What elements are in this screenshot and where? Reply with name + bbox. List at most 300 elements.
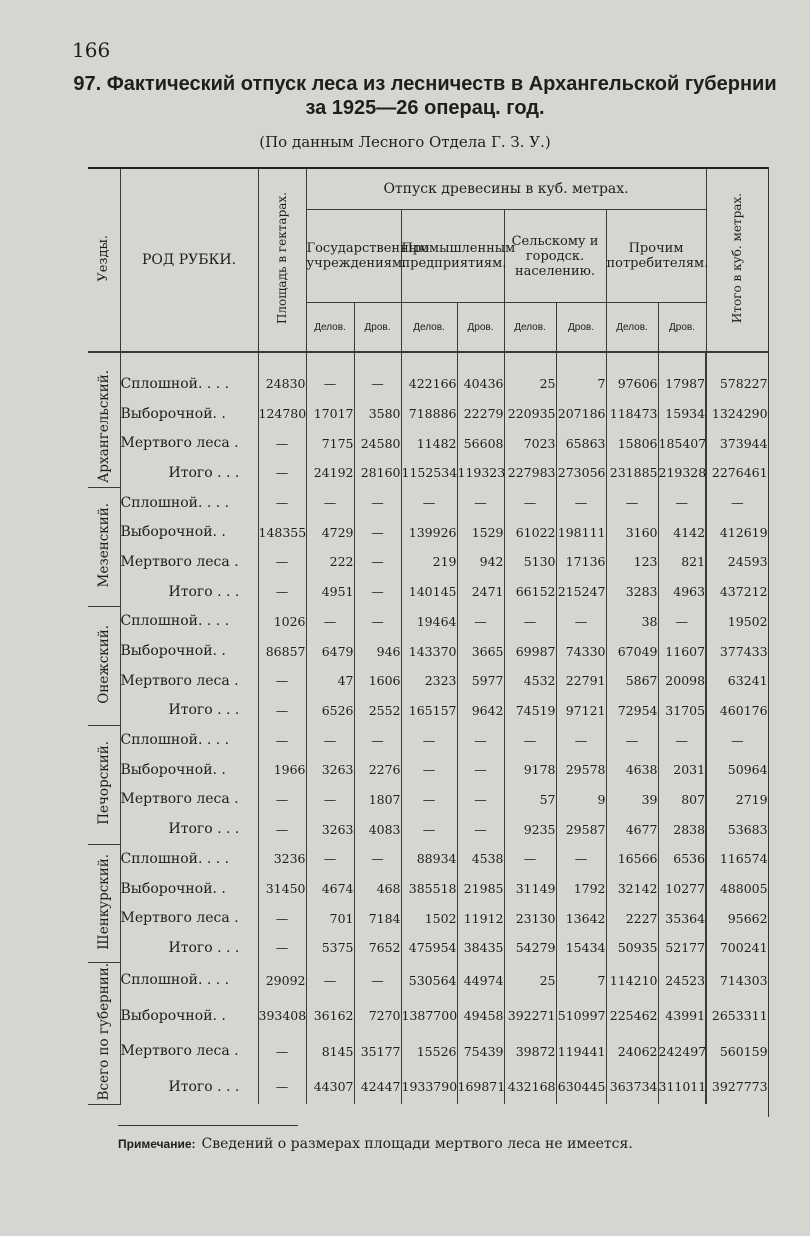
cell-sd: 8145 bbox=[306, 1033, 354, 1068]
cell-pr: 1529 bbox=[457, 517, 504, 547]
cell-pr: 21985 bbox=[457, 874, 504, 904]
cell-rr: — bbox=[556, 488, 606, 518]
felling-type-label: Сплошной. . . . bbox=[120, 607, 258, 637]
cell-total: 3927773 bbox=[706, 1069, 768, 1104]
other-drov-header: Дров. bbox=[658, 303, 706, 353]
industrial-drov-header: Дров. bbox=[457, 303, 504, 353]
table-row bbox=[88, 725, 768, 755]
cell-area: — bbox=[258, 488, 306, 518]
cell-total: 53683 bbox=[706, 814, 768, 844]
county-name: Шенкурский. bbox=[88, 844, 120, 963]
area-header: Площадь в гектарах. bbox=[258, 168, 306, 352]
page-title bbox=[70, 72, 780, 120]
cell-sr: — bbox=[354, 369, 401, 399]
cell-sd: — bbox=[306, 963, 354, 998]
felling-type-header: РОД РУБКИ. bbox=[120, 168, 258, 352]
cell-rr: 97121 bbox=[556, 696, 606, 726]
table-row bbox=[88, 577, 768, 607]
state-header: Государственным учреждениям. bbox=[306, 210, 401, 303]
table-row bbox=[88, 844, 768, 874]
cell-area: — bbox=[258, 1069, 306, 1104]
cell-sr: 7270 bbox=[354, 998, 401, 1033]
cell-or: 43991 bbox=[658, 998, 706, 1033]
table-row bbox=[88, 963, 768, 998]
cell-pd: 1502 bbox=[401, 903, 457, 933]
cell-or: — bbox=[658, 725, 706, 755]
cell-od: 3283 bbox=[606, 577, 658, 607]
cell-rr: 215247 bbox=[556, 577, 606, 607]
table-row bbox=[88, 814, 768, 844]
cell-sd: 17017 bbox=[306, 399, 354, 429]
cell-pd: 19464 bbox=[401, 607, 457, 637]
cell-or: 24523 bbox=[658, 963, 706, 998]
cell-sr: — bbox=[354, 577, 401, 607]
cell-total: 1324290 bbox=[706, 399, 768, 429]
cell-or: 821 bbox=[658, 547, 706, 577]
cell-total: 116574 bbox=[706, 844, 768, 874]
cell-total: 377433 bbox=[706, 636, 768, 666]
forest-release-table bbox=[88, 167, 769, 1105]
table-body bbox=[88, 352, 768, 1104]
total-header: Итого в куб. метрах. bbox=[706, 168, 768, 352]
cell-sr: 24580 bbox=[354, 428, 401, 458]
cell-sd: 36162 bbox=[306, 998, 354, 1033]
cell-pr: 3665 bbox=[457, 636, 504, 666]
table-row bbox=[88, 874, 768, 904]
cell-sd: 3263 bbox=[306, 755, 354, 785]
cell-area: — bbox=[258, 696, 306, 726]
cell-sd: 7175 bbox=[306, 428, 354, 458]
cell-rd: 227983 bbox=[504, 458, 556, 488]
cell-pr: 119323 bbox=[457, 458, 504, 488]
cell-pd: 718886 bbox=[401, 399, 457, 429]
cell-total: 373944 bbox=[706, 428, 768, 458]
cell-sd: — bbox=[306, 725, 354, 755]
cell-rd: — bbox=[504, 725, 556, 755]
footnote-label: Примечание: bbox=[118, 1137, 196, 1151]
cell-total: — bbox=[706, 725, 768, 755]
cell-or: — bbox=[658, 607, 706, 637]
cell-area: 3236 bbox=[258, 844, 306, 874]
cell-pd: 475954 bbox=[401, 933, 457, 963]
cell-or: 10277 bbox=[658, 874, 706, 904]
cell-rd: 74519 bbox=[504, 696, 556, 726]
cell-rd: — bbox=[504, 607, 556, 637]
cell-rr: 65863 bbox=[556, 428, 606, 458]
cell-sd: 4951 bbox=[306, 577, 354, 607]
felling-type-label: Выборочной. . bbox=[120, 998, 258, 1033]
title-line-2: за 1925—26 операц. год. bbox=[305, 97, 545, 119]
felling-type-label: Мертвого леса . bbox=[120, 666, 258, 696]
cell-pr: 56608 bbox=[457, 428, 504, 458]
cell-rr: 198111 bbox=[556, 517, 606, 547]
cell-pd: 140145 bbox=[401, 577, 457, 607]
cell-sd: 4729 bbox=[306, 517, 354, 547]
cell-pr: 75439 bbox=[457, 1033, 504, 1068]
cell-pr: — bbox=[457, 814, 504, 844]
cell-sr: 1807 bbox=[354, 785, 401, 815]
cell-area: — bbox=[258, 903, 306, 933]
cell-area: — bbox=[258, 547, 306, 577]
cell-area: 124780 bbox=[258, 399, 306, 429]
county-header: Уезды. bbox=[88, 168, 120, 352]
cell-od: 225462 bbox=[606, 998, 658, 1033]
cell-sr: — bbox=[354, 607, 401, 637]
cell-rd: 4532 bbox=[504, 666, 556, 696]
cell-rr: 7 bbox=[556, 963, 606, 998]
cell-total: 560159 bbox=[706, 1033, 768, 1068]
county-name: Печорский. bbox=[88, 725, 120, 844]
cell-area: 29092 bbox=[258, 963, 306, 998]
cell-sr: — bbox=[354, 844, 401, 874]
cell-rd: 69987 bbox=[504, 636, 556, 666]
cell-rd: 66152 bbox=[504, 577, 556, 607]
cell-od: — bbox=[606, 488, 658, 518]
cell-pr: 40436 bbox=[457, 369, 504, 399]
table-row bbox=[88, 755, 768, 785]
cell-sd: 47 bbox=[306, 666, 354, 696]
county-name: Архангельский. bbox=[88, 369, 120, 488]
cell-pr: 169871 bbox=[457, 1069, 504, 1104]
cell-rd: 392271 bbox=[504, 998, 556, 1033]
footnote-text: Сведений о размерах площади мертвого леса не имеется. bbox=[201, 1136, 633, 1152]
cell-pd: 143370 bbox=[401, 636, 457, 666]
cell-rd: 25 bbox=[504, 963, 556, 998]
cell-od: 123 bbox=[606, 547, 658, 577]
cell-od: 5867 bbox=[606, 666, 658, 696]
cell-rd: — bbox=[504, 488, 556, 518]
cell-od: 2227 bbox=[606, 903, 658, 933]
cell-sd: — bbox=[306, 844, 354, 874]
cell-sr: 2552 bbox=[354, 696, 401, 726]
cell-rr: 273056 bbox=[556, 458, 606, 488]
cell-pr: — bbox=[457, 785, 504, 815]
cell-total: 2719 bbox=[706, 785, 768, 815]
cell-total: 488005 bbox=[706, 874, 768, 904]
cell-pd: 15526 bbox=[401, 1033, 457, 1068]
cell-pd: — bbox=[401, 814, 457, 844]
table-row bbox=[88, 517, 768, 547]
page-number: 166 bbox=[72, 38, 111, 62]
cell-sd: — bbox=[306, 785, 354, 815]
cell-pr: 22279 bbox=[457, 399, 504, 429]
cell-total: 2276461 bbox=[706, 458, 768, 488]
cell-area: — bbox=[258, 428, 306, 458]
table-row bbox=[88, 1069, 768, 1104]
cell-rr: 1792 bbox=[556, 874, 606, 904]
cell-pr: 5977 bbox=[457, 666, 504, 696]
felling-type-label: Сплошной. . . . bbox=[120, 844, 258, 874]
cell-sr: 2276 bbox=[354, 755, 401, 785]
cell-area: — bbox=[258, 814, 306, 844]
cell-pd: 1933790 bbox=[401, 1069, 457, 1104]
cell-od: 32142 bbox=[606, 874, 658, 904]
rural-drov-header: Дров. bbox=[556, 303, 606, 353]
cell-or: 185407 bbox=[658, 428, 706, 458]
cell-sr: 7184 bbox=[354, 903, 401, 933]
cell-or: 20098 bbox=[658, 666, 706, 696]
data-table-area bbox=[88, 167, 768, 1117]
rural-delov-header: Делов. bbox=[504, 303, 556, 353]
table-row bbox=[88, 369, 768, 399]
cell-rd: 7023 bbox=[504, 428, 556, 458]
cell-pr: — bbox=[457, 488, 504, 518]
rural-header: Сельскому и городск. населению. bbox=[504, 210, 606, 303]
felling-type-label: Итого . . . bbox=[120, 814, 258, 844]
cell-area: 1026 bbox=[258, 607, 306, 637]
cell-sr: 42447 bbox=[354, 1069, 401, 1104]
release-header: Отпуск древесины в куб. метрах. bbox=[306, 168, 706, 210]
cell-pr: 11912 bbox=[457, 903, 504, 933]
cell-area: — bbox=[258, 577, 306, 607]
cell-pd: 219 bbox=[401, 547, 457, 577]
cell-od: 3160 bbox=[606, 517, 658, 547]
cell-total: 24593 bbox=[706, 547, 768, 577]
table-row bbox=[88, 428, 768, 458]
industrial-header: Промышленным предприятиям. bbox=[401, 210, 504, 303]
cell-sr: 946 bbox=[354, 636, 401, 666]
table-row bbox=[88, 785, 768, 815]
right-border-rule bbox=[768, 167, 769, 1117]
felling-type-label: Итого . . . bbox=[120, 696, 258, 726]
cell-area: 1966 bbox=[258, 755, 306, 785]
cell-pr: 44974 bbox=[457, 963, 504, 998]
cell-sr: — bbox=[354, 725, 401, 755]
cell-rd: 9178 bbox=[504, 755, 556, 785]
cell-area: 86857 bbox=[258, 636, 306, 666]
table-row bbox=[88, 696, 768, 726]
felling-type-label: Мертвого леса . bbox=[120, 903, 258, 933]
cell-sr: 4083 bbox=[354, 814, 401, 844]
cell-rr: 7 bbox=[556, 369, 606, 399]
cell-sd: — bbox=[306, 488, 354, 518]
cell-area: 148355 bbox=[258, 517, 306, 547]
table-row bbox=[88, 933, 768, 963]
cell-rr: — bbox=[556, 725, 606, 755]
cell-sr: — bbox=[354, 963, 401, 998]
cell-od: 38 bbox=[606, 607, 658, 637]
table-row bbox=[88, 666, 768, 696]
cell-sd: 24192 bbox=[306, 458, 354, 488]
cell-sd: 6526 bbox=[306, 696, 354, 726]
table-row bbox=[88, 458, 768, 488]
cell-sr: 35177 bbox=[354, 1033, 401, 1068]
other-delov-header: Делов. bbox=[606, 303, 658, 353]
cell-rd: 5130 bbox=[504, 547, 556, 577]
state-delov-header: Делов. bbox=[306, 303, 354, 353]
cell-total: 63241 bbox=[706, 666, 768, 696]
cell-rd: 39872 bbox=[504, 1033, 556, 1068]
cell-od: 4638 bbox=[606, 755, 658, 785]
cell-area: 393408 bbox=[258, 998, 306, 1033]
cell-or: 2031 bbox=[658, 755, 706, 785]
cell-rr: 207186 bbox=[556, 399, 606, 429]
cell-or: 2838 bbox=[658, 814, 706, 844]
cell-rr: 9 bbox=[556, 785, 606, 815]
cell-od: — bbox=[606, 725, 658, 755]
cell-od: 15806 bbox=[606, 428, 658, 458]
cell-area: 31450 bbox=[258, 874, 306, 904]
other-header: Прочим потребителям. bbox=[606, 210, 706, 303]
state-drov-header: Дров. bbox=[354, 303, 401, 353]
cell-area: — bbox=[258, 933, 306, 963]
cell-rr: 13642 bbox=[556, 903, 606, 933]
felling-type-label: Итого . . . bbox=[120, 933, 258, 963]
felling-type-label: Итого . . . bbox=[120, 458, 258, 488]
cell-rd: 23130 bbox=[504, 903, 556, 933]
cell-pr: — bbox=[457, 725, 504, 755]
cell-or: 6536 bbox=[658, 844, 706, 874]
cell-rr: 17136 bbox=[556, 547, 606, 577]
cell-or: 17987 bbox=[658, 369, 706, 399]
footnote bbox=[118, 1136, 633, 1152]
cell-od: 363734 bbox=[606, 1069, 658, 1104]
table-row bbox=[88, 1033, 768, 1068]
cell-sd: 5375 bbox=[306, 933, 354, 963]
cell-total: 2653311 bbox=[706, 998, 768, 1033]
cell-area: — bbox=[258, 458, 306, 488]
table-row bbox=[88, 488, 768, 518]
cell-sd: 6479 bbox=[306, 636, 354, 666]
cell-sd: 4674 bbox=[306, 874, 354, 904]
cell-area: — bbox=[258, 725, 306, 755]
table-row bbox=[88, 399, 768, 429]
title-line-1: 97. Фактический отпуск леса из лесничеств в Архангельской губернии bbox=[73, 73, 777, 95]
cell-pr: 4538 bbox=[457, 844, 504, 874]
cell-pd: — bbox=[401, 755, 457, 785]
cell-od: 67049 bbox=[606, 636, 658, 666]
felling-type-label: Мертвого леса . bbox=[120, 1033, 258, 1068]
cell-total: 578227 bbox=[706, 369, 768, 399]
table-row bbox=[88, 903, 768, 933]
cell-rr: 510997 bbox=[556, 998, 606, 1033]
cell-od: 4677 bbox=[606, 814, 658, 844]
cell-sd: 44307 bbox=[306, 1069, 354, 1104]
felling-type-label: Сплошной. . . . bbox=[120, 369, 258, 399]
cell-or: 15934 bbox=[658, 399, 706, 429]
felling-type-label: Выборочной. . bbox=[120, 874, 258, 904]
felling-type-label: Итого . . . bbox=[120, 577, 258, 607]
source-note: (По данным Лесного Отдела Г. З. У.) bbox=[259, 133, 551, 151]
cell-rr: 29587 bbox=[556, 814, 606, 844]
cell-or: 219328 bbox=[658, 458, 706, 488]
cell-rr: — bbox=[556, 607, 606, 637]
felling-type-label: Мертвого леса . bbox=[120, 785, 258, 815]
cell-total: 714303 bbox=[706, 963, 768, 998]
table-row bbox=[88, 607, 768, 637]
felling-type-label: Сплошной. . . . bbox=[120, 488, 258, 518]
footnote-rule bbox=[118, 1125, 298, 1126]
cell-rd: 432168 bbox=[504, 1069, 556, 1104]
cell-or: 242497 bbox=[658, 1033, 706, 1068]
cell-sd: — bbox=[306, 369, 354, 399]
cell-sd: 701 bbox=[306, 903, 354, 933]
cell-pr: — bbox=[457, 607, 504, 637]
felling-type-label: Выборочной. . bbox=[120, 517, 258, 547]
cell-pr: 38435 bbox=[457, 933, 504, 963]
county-name: Мезенский. bbox=[88, 488, 120, 607]
cell-total: 50964 bbox=[706, 755, 768, 785]
cell-sr: 28160 bbox=[354, 458, 401, 488]
felling-type-label: Мертвого леса . bbox=[120, 547, 258, 577]
cell-pd: 530564 bbox=[401, 963, 457, 998]
cell-or: 4142 bbox=[658, 517, 706, 547]
table-row bbox=[88, 636, 768, 666]
cell-rd: 220935 bbox=[504, 399, 556, 429]
cell-pd: 165157 bbox=[401, 696, 457, 726]
felling-type-label: Итого . . . bbox=[120, 1069, 258, 1104]
cell-area: — bbox=[258, 785, 306, 815]
cell-total: 700241 bbox=[706, 933, 768, 963]
cell-or: 311011 bbox=[658, 1069, 706, 1104]
cell-rr: 630445 bbox=[556, 1069, 606, 1104]
cell-area: — bbox=[258, 666, 306, 696]
cell-total: 437212 bbox=[706, 577, 768, 607]
felling-type-label: Сплошной. . . . bbox=[120, 963, 258, 998]
felling-type-label: Выборочной. . bbox=[120, 399, 258, 429]
cell-total: 460176 bbox=[706, 696, 768, 726]
cell-total: 19502 bbox=[706, 607, 768, 637]
cell-pd: 139926 bbox=[401, 517, 457, 547]
cell-pd: 2323 bbox=[401, 666, 457, 696]
table-row bbox=[88, 998, 768, 1033]
table-row bbox=[88, 547, 768, 577]
cell-rd: — bbox=[504, 844, 556, 874]
cell-area: — bbox=[258, 1033, 306, 1068]
county-name: Всего по губернии. bbox=[88, 963, 120, 1104]
cell-or: 807 bbox=[658, 785, 706, 815]
cell-sr: 468 bbox=[354, 874, 401, 904]
cell-pd: 422166 bbox=[401, 369, 457, 399]
cell-or: 35364 bbox=[658, 903, 706, 933]
cell-od: 114210 bbox=[606, 963, 658, 998]
cell-area: 24830 bbox=[258, 369, 306, 399]
cell-sr: 1606 bbox=[354, 666, 401, 696]
cell-pd: — bbox=[401, 725, 457, 755]
county-name: Онежский. bbox=[88, 607, 120, 726]
cell-od: 39 bbox=[606, 785, 658, 815]
cell-pd: 385518 bbox=[401, 874, 457, 904]
cell-rd: 31149 bbox=[504, 874, 556, 904]
cell-od: 50935 bbox=[606, 933, 658, 963]
cell-pr: 9642 bbox=[457, 696, 504, 726]
cell-rd: 54279 bbox=[504, 933, 556, 963]
felling-type-label: Сплошной. . . . bbox=[120, 725, 258, 755]
cell-sd: 3263 bbox=[306, 814, 354, 844]
cell-sr: — bbox=[354, 488, 401, 518]
cell-rr: 22791 bbox=[556, 666, 606, 696]
cell-sr: — bbox=[354, 517, 401, 547]
cell-rr: 15434 bbox=[556, 933, 606, 963]
cell-pd: 11482 bbox=[401, 428, 457, 458]
cell-rd: 25 bbox=[504, 369, 556, 399]
cell-rr: 74330 bbox=[556, 636, 606, 666]
cell-od: 16566 bbox=[606, 844, 658, 874]
cell-pd: 88934 bbox=[401, 844, 457, 874]
cell-rd: 61022 bbox=[504, 517, 556, 547]
cell-pd: 1152534 bbox=[401, 458, 457, 488]
cell-or: 52177 bbox=[658, 933, 706, 963]
cell-od: 97606 bbox=[606, 369, 658, 399]
cell-sr: 3580 bbox=[354, 399, 401, 429]
cell-rr: 119441 bbox=[556, 1033, 606, 1068]
cell-total: — bbox=[706, 488, 768, 518]
cell-or: 4963 bbox=[658, 577, 706, 607]
cell-pr: 49458 bbox=[457, 998, 504, 1033]
cell-od: 72954 bbox=[606, 696, 658, 726]
cell-rd: 9235 bbox=[504, 814, 556, 844]
cell-or: — bbox=[658, 488, 706, 518]
